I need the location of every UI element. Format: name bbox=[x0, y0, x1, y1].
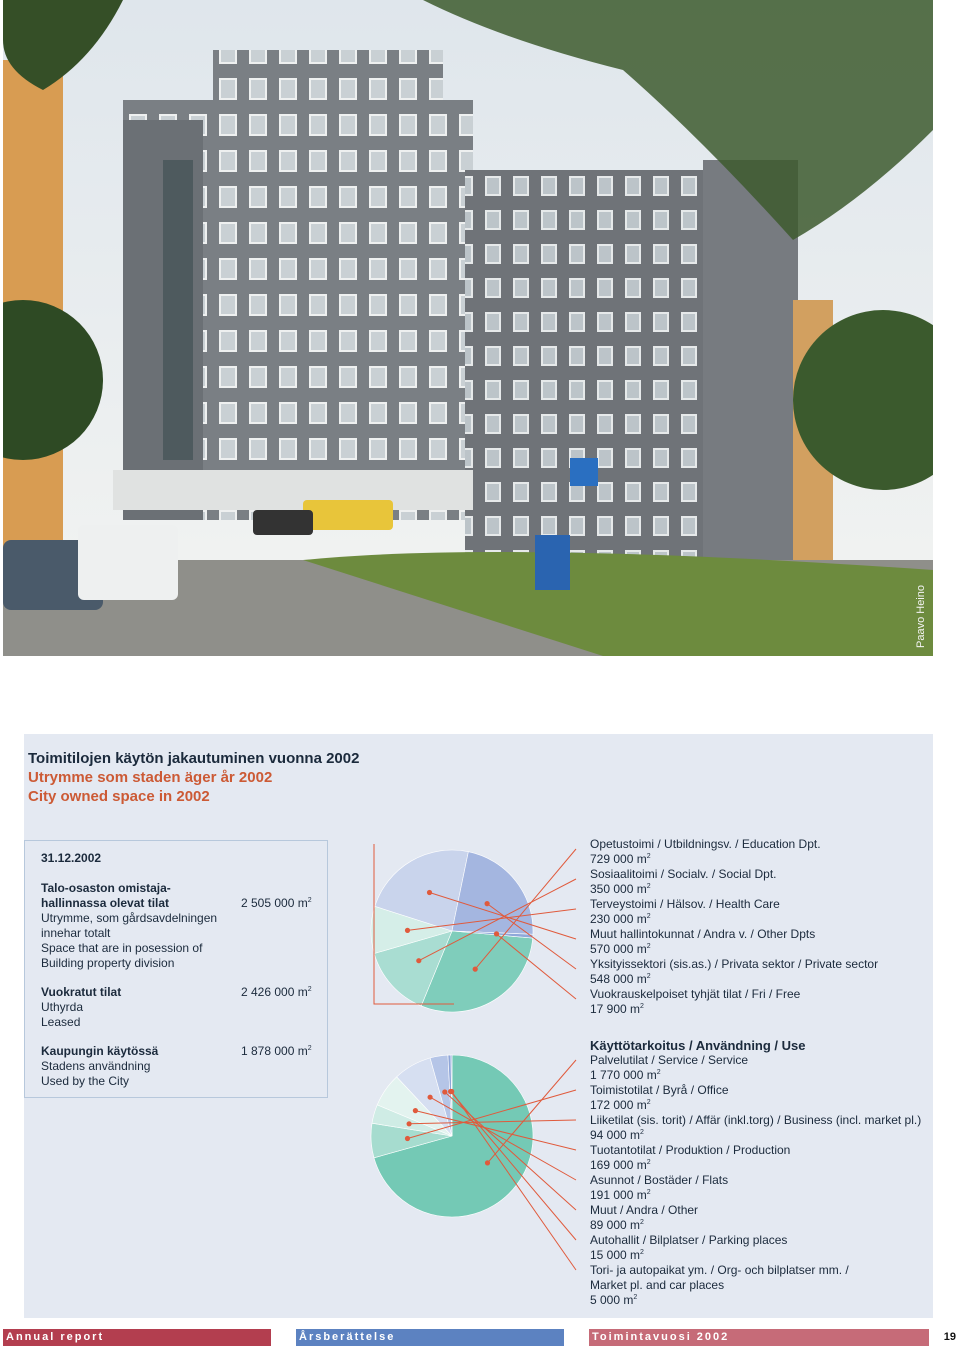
legend-bottom-label-3: Tuotantotilat / Produktion / Production bbox=[590, 1143, 791, 1157]
legend-bottom bbox=[590, 1038, 921, 1308]
legend-top-value-0: 729 000 $m^2$ bbox=[590, 852, 651, 866]
legend-bottom-value-2: 94 000 $m^2$ bbox=[590, 1128, 644, 1142]
legend-bottom-heading: Käyttötarkoitus / Användning / Use bbox=[590, 1038, 806, 1053]
owned-en-2: Building property division bbox=[41, 956, 175, 970]
legend-top-label-3: Muut hallintokunnat / Andra v. / Other Dpts bbox=[590, 927, 816, 941]
legend-top-value-3: 570 000 $m^2$ bbox=[590, 942, 651, 956]
legend-bottom-label-1: Toimistotilat / Byrå / Office bbox=[590, 1083, 729, 1097]
leased-value: 2 426 000 $m^2$ bbox=[241, 985, 312, 999]
pie2-dot-5 bbox=[442, 1089, 447, 1094]
legend-top-value-5: 17 900 $m^2$ bbox=[590, 1002, 644, 1016]
pie2-dot-3 bbox=[413, 1108, 418, 1113]
legend-top-label-5: Vuokrauskelpoiset tyhjät tilat / Fri / Free bbox=[590, 987, 801, 1001]
pie2-dot-7 bbox=[449, 1089, 454, 1094]
legend-bottom-label-7: Tori- ja autopaikat ym. / Org- och bilplatser mm. / bbox=[590, 1263, 849, 1277]
section-title-fi: Toimitilojen käytön jakautuminen vuonna 2002 bbox=[28, 750, 360, 767]
pie2-dot-0 bbox=[485, 1160, 490, 1165]
legend-top-value-1: 350 000 $m^2$ bbox=[590, 882, 651, 896]
legend-top-value-2: 230 000 $m^2$ bbox=[590, 912, 651, 926]
leased-fi: Vuokratut tilat bbox=[41, 985, 122, 999]
building-photo bbox=[3, 0, 933, 656]
legend-top-label-0: Opetustoimi / Utbildningsv. / Education Dpt. bbox=[590, 837, 821, 851]
legend-bottom-label-7b: Market pl. and car places bbox=[590, 1278, 725, 1292]
page-number: 19 bbox=[943, 1331, 956, 1343]
legend-top bbox=[590, 837, 878, 1017]
leased-en: Leased bbox=[41, 1015, 81, 1029]
legend-bottom-value-7: 5 000 $m^2$ bbox=[590, 1293, 638, 1307]
owned-fi-2: hallinnassa olevat tilat bbox=[41, 896, 170, 910]
owned-sv-1: Utrymme, som gårdsavdelningen bbox=[41, 911, 218, 925]
statistics-panel bbox=[24, 734, 933, 1318]
city-fi: Kaupungin käytössä bbox=[41, 1044, 159, 1058]
section-title-en: City owned space in 2002 bbox=[28, 788, 210, 805]
legend-bottom-value-5: 89 000 $m^2$ bbox=[590, 1218, 644, 1232]
pie1-dot-0 bbox=[473, 967, 478, 972]
city-sv: Stadens användning bbox=[41, 1059, 151, 1073]
legend-bottom-label-6: Autohallit / Bilplatser / Parking places bbox=[590, 1233, 788, 1247]
pie1-dot-5 bbox=[494, 931, 499, 936]
legend-top-label-2: Terveystoimi / Hälsov. / Health Care bbox=[590, 897, 780, 911]
footer-toimintavuosi: Toimintavuosi 2002 bbox=[589, 1329, 929, 1346]
pie1-dot-4 bbox=[485, 901, 490, 906]
owned-value: 2 505 000 $m^2$ bbox=[241, 896, 312, 910]
leased-sv: Uthyrda bbox=[41, 1000, 84, 1014]
pie2-dot-4 bbox=[428, 1095, 433, 1100]
city-value: 1 878 000 $m^2$ bbox=[241, 1044, 312, 1058]
owned-fi-1: Talo-osaston omistaja- bbox=[41, 881, 171, 895]
legend-top-value-4: 548 000 $m^2$ bbox=[590, 972, 651, 986]
legend-bottom-label-4: Asunnot / Bostäder / Flats bbox=[590, 1173, 729, 1187]
footer-annual-report: Annual report bbox=[3, 1329, 271, 1346]
legend-bottom-label-0: Palvelutilat / Service / Service bbox=[590, 1053, 749, 1067]
legend-bottom-value-3: 169 000 $m^2$ bbox=[590, 1158, 651, 1172]
legend-bottom-value-6: 15 000 $m^2$ bbox=[590, 1248, 644, 1262]
city-en: Used by the City bbox=[41, 1074, 130, 1088]
pie2-dot-2 bbox=[407, 1121, 412, 1126]
pie1-dot-2 bbox=[405, 928, 410, 933]
footer-arsberattelse: Årsberättelse bbox=[296, 1329, 564, 1346]
photo-credit: Paavo Heino bbox=[915, 585, 927, 648]
pie1-dot-1 bbox=[416, 958, 421, 963]
legend-bottom-value-4: 191 000 $m^2$ bbox=[590, 1188, 651, 1202]
pie1-dot-3 bbox=[427, 890, 432, 895]
section-title-sv: Utrymme som staden äger år 2002 bbox=[28, 769, 273, 786]
legend-bottom-value-1: 172 000 $m^2$ bbox=[590, 1098, 651, 1112]
legend-bottom-label-5: Muut / Andra / Other bbox=[590, 1203, 699, 1217]
owned-sv-2: innehar totalt bbox=[41, 926, 111, 940]
legend-bottom-label-2: Liiketilat (sis. torit) / Affär (inkl.torg) / Business (incl. market pl.) bbox=[590, 1113, 922, 1127]
photo-illustration bbox=[3, 0, 933, 656]
legend-top-label-1: Sosiaalitoimi / Socialv. / Social Dpt. bbox=[590, 867, 777, 881]
legend-bottom-value-0: 1 770 000 $m^2$ bbox=[590, 1068, 661, 1082]
owned-en-1: Space that are in posession of bbox=[41, 941, 203, 955]
pie2-dot-1 bbox=[405, 1136, 410, 1141]
legend-top-label-4: Yksityissektori (sis.as.) / Privata sektor / Private sector bbox=[590, 957, 879, 971]
summary-date: 31.12.2002 bbox=[41, 851, 102, 865]
